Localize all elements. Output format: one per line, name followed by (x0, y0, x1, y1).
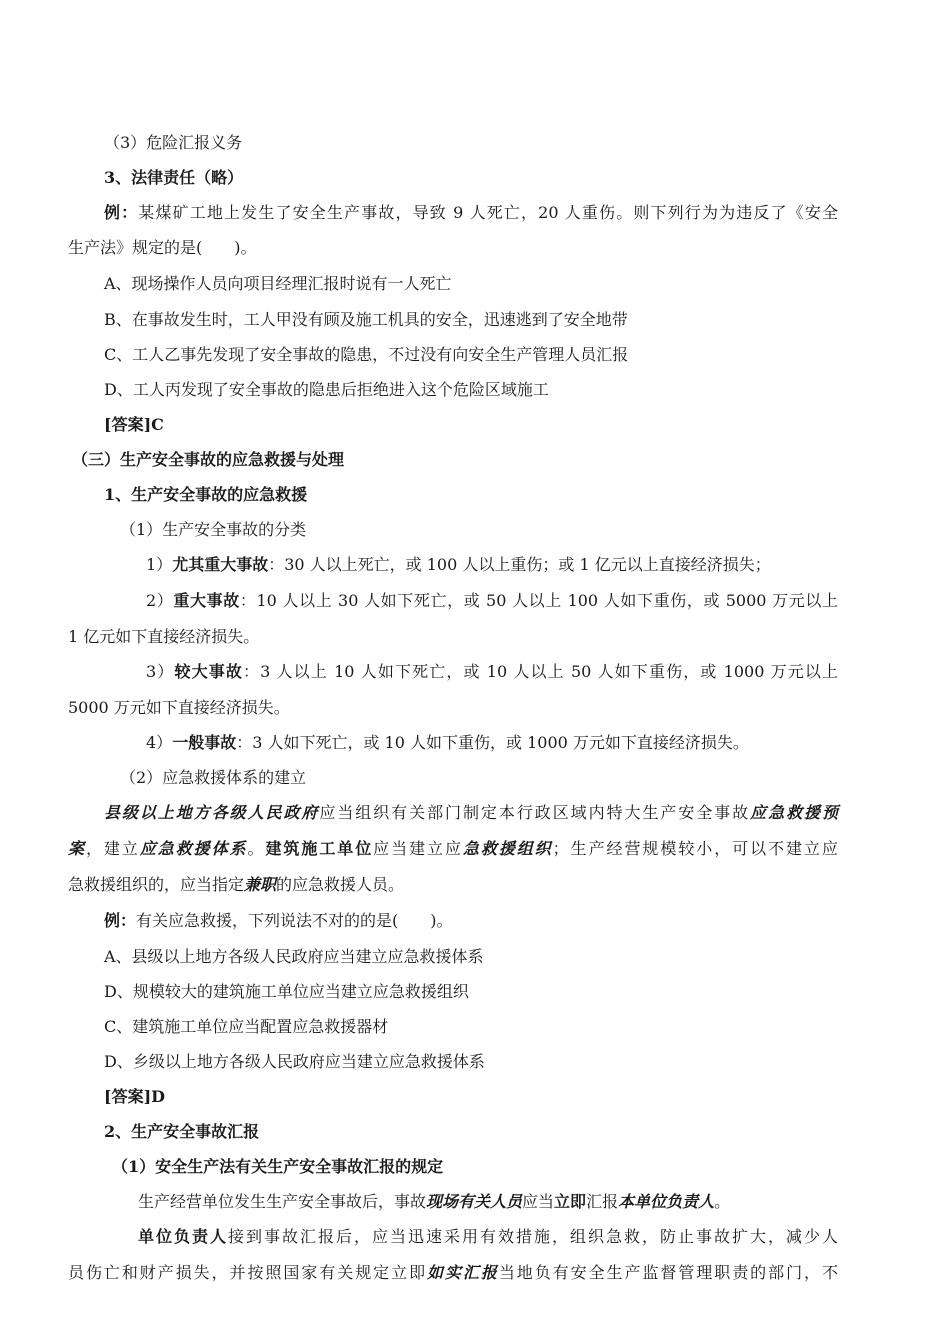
example-2-stem-text: 有关应急救援，下列说法不对的的是( )。 (136, 911, 453, 930)
para-leader-text-1: 接到事故汇报后，应当迅速采用有效措施，组织急救，防止事故扩大，减少人 (228, 1227, 838, 1246)
class-1-text: ：30 人以上死亡，或 100 人以上重伤；或 1 亿元以上直接经济损失； (268, 555, 771, 574)
emph-part-time: 兼职 (244, 875, 277, 894)
emph-rescue-system: 应急救援体系 (139, 839, 248, 858)
emph-truthful-report: 如实汇报 (427, 1263, 499, 1282)
item-accident-classification: （1）生产安全事故的分类 (120, 520, 307, 539)
para-leader-text-2: 员伤亡和财产损失，并按照国家有关规定立即 (68, 1263, 428, 1282)
class-3-name: 较大事故 (174, 662, 243, 681)
para-report-text-4: 。 (714, 1192, 731, 1211)
emph-rescue-plan: 应急救援预 (750, 803, 838, 822)
emph-rescue-plan-end: 案 (68, 839, 86, 858)
class-2-text: ：10 人以上 30 人如下死亡，或 50 人以上 100 人如下重伤，或 5000 万元以上 (239, 591, 838, 610)
example-1-answer: [答案]C (104, 415, 164, 434)
item-rescue-system: （2）应急救援体系的建立 (120, 768, 307, 787)
class-4-name: 一般事故 (172, 733, 237, 752)
heading-legal-liability: 3、法律责任（略） (104, 168, 244, 187)
class-2-major (146, 590, 838, 612)
para-rescue-line3 (68, 874, 838, 896)
example-1-stem-line2: 生产法》规定的是( )。 (68, 238, 257, 257)
class-1-especially-major (146, 554, 916, 576)
example-1-option-b: B、在事故发生时，工人甲没有顾及施工机具的安全，迅速逃到了安全地带 (104, 310, 628, 329)
section-heading-3: （三）生产安全事故的应急救援与处理 (72, 450, 345, 469)
class-2-continuation: 1 亿元如下直接经济损失。 (68, 627, 260, 646)
example-1-option-c: C、工人乙事先发现了安全事故的隐患，不过没有向安全生产管理人员汇报 (104, 345, 629, 364)
emph-rescue-organization: 急救援组织 (462, 839, 553, 858)
example-1-option-a: A、现场操作人员向项目经理汇报时说有一人死亡 (104, 274, 452, 293)
example-label: 例： (104, 911, 137, 930)
para-report-text-3: 汇报 (586, 1192, 619, 1211)
example-1-stem-line1 (104, 202, 838, 224)
example-1-option-d: D、工人丙发现了安全事故的隐患后拒绝进入这个危险区域施工 (104, 380, 549, 399)
emph-unit-leader-2: 单位负责人 (138, 1227, 228, 1246)
para-leader-text-3: 当地负有安全生产监督管理职责的部门，不 (498, 1263, 838, 1282)
class-3-larger (146, 661, 838, 683)
para-rescue-line2 (68, 838, 838, 860)
example-2-answer: [答案]D (104, 1087, 166, 1106)
para-rescue-text-2: ，建立 (85, 839, 140, 858)
para-report-text-1: 生产经营单位发生生产安全事故后，事故 (138, 1192, 427, 1211)
example-2-option-d: D、乡级以上地方各级人民政府应当建立应急救援体系 (104, 1052, 485, 1071)
class-1-num: 1） (146, 555, 173, 574)
item-3-danger-report: （3）危险汇报义务 (104, 133, 243, 152)
class-2-num: 2） (146, 591, 174, 610)
para-rescue-line1 (104, 802, 838, 824)
emph-county-government: 县级以上地方各级人民政府 (104, 803, 320, 822)
para-leader-line2 (68, 1262, 838, 1284)
para-rescue-text-7: 的应急救援人员。 (276, 875, 405, 894)
example-2-stem (104, 910, 874, 932)
class-4-num: 4） (146, 733, 173, 752)
item-report-regulations: （1）安全生产法有关生产安全事故汇报的规定 (112, 1157, 444, 1176)
para-rescue-text-4: 应当建立应 (373, 839, 463, 858)
emph-onsite-personnel: 现场有关人员 (426, 1192, 523, 1211)
class-4-text: ：3 人如下死亡，或 10 人如下重伤，或 1000 万元如下直接经济损失。 (236, 733, 749, 752)
example-1-stem-text: 某煤矿工地上发生了安全生产事故，导致 9 人死亡，20 人重伤。则下列行为为违反了《安全 (138, 203, 838, 222)
para-rescue-text-1: 应当组织有关部门制定本行政区域内特大生产安全事故 (319, 803, 751, 822)
para-rescue-text-3: 。 (247, 839, 266, 858)
class-4-general (146, 732, 916, 754)
class-1-name: 尤其重大事故 (172, 555, 269, 574)
para-rescue-text-6: 急救援组织的，应当指定 (68, 875, 245, 894)
class-2-name: 重大事故 (173, 591, 240, 610)
class-3-text: ：3 人以上 10 人如下死亡，或 10 人以上 50 人如下重伤，或 1000 万元以上 (242, 662, 838, 681)
subheading-emergency-rescue: 1、生产安全事故的应急救援 (104, 485, 308, 504)
example-2-option-b: D、规模较大的建筑施工单位应当建立应急救援组织 (104, 982, 469, 1001)
example-label: 例： (104, 203, 139, 222)
subheading-accident-report: 2、生产安全事故汇报 (104, 1122, 260, 1141)
emph-construction-unit: 建筑施工单位 (265, 839, 374, 858)
example-2-option-a: A、县级以上地方各级人民政府应当建立应急救援体系 (104, 947, 484, 966)
class-3-continuation: 5000 万元如下直接经济损失。 (68, 698, 290, 717)
para-rescue-text-5: ；生产经营规模较小，可以不建立应 (552, 839, 838, 858)
emph-immediately: 立即 (554, 1192, 587, 1211)
para-report-text-2: 应当 (522, 1192, 555, 1211)
emph-unit-leader: 本单位负责人 (618, 1192, 715, 1211)
class-3-num: 3） (146, 662, 175, 681)
para-leader-line1 (138, 1226, 838, 1248)
example-2-option-c: C、建筑施工单位应当配置应急救援器材 (104, 1017, 389, 1036)
para-report-line1 (138, 1191, 908, 1213)
